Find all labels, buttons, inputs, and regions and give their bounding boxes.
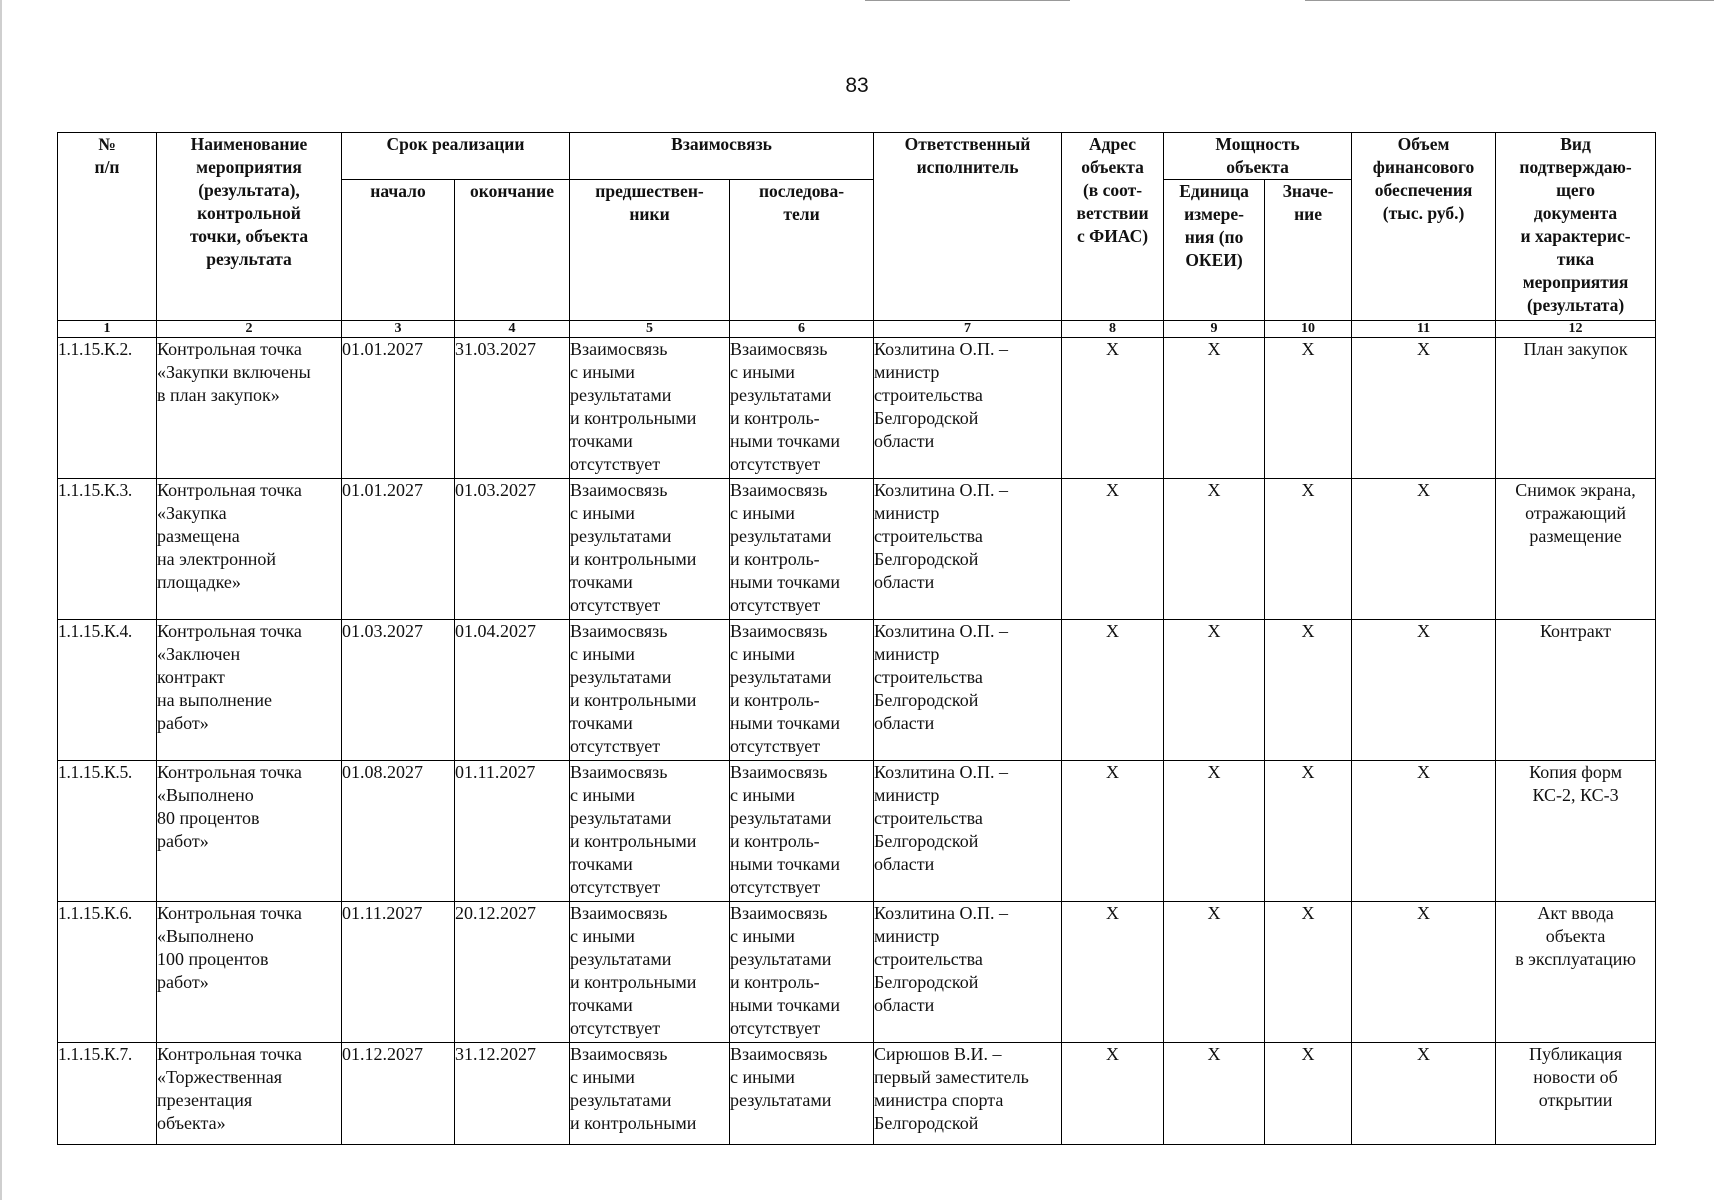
scan-top-line-2	[1305, 0, 1714, 1]
row-number: 1.1.15.К.3.	[58, 479, 157, 620]
end-date: 01.04.2027	[455, 620, 570, 761]
finance: X	[1352, 902, 1496, 1043]
column-number: 9	[1164, 321, 1265, 338]
header-predecessors: предшествен- ники	[570, 180, 730, 321]
event-name: Контрольная точка «Выполнено 100 процентов работ»	[157, 902, 342, 1043]
predecessors: Взаимосвязь с иными результатами и контрольными точками отсутствует	[570, 479, 730, 620]
header-address: Адрес объекта (в соот- ветствии с ФИАС)	[1062, 133, 1164, 321]
executor: Козлитина О.П. – министр строительства Белгородской области	[874, 902, 1062, 1043]
successors: Взаимосвязь с иными результатами и контроль- ными точками отсутствует	[730, 479, 874, 620]
table-body	[58, 338, 1656, 1145]
table-row	[58, 479, 1656, 620]
table-row	[58, 902, 1656, 1043]
end-date: 01.03.2027	[455, 479, 570, 620]
column-number: 10	[1265, 321, 1352, 338]
event-name: Контрольная точка «Выполнено 80 процентов работ»	[157, 761, 342, 902]
event-name: Контрольная точка «Заключен контракт на выполнение работ»	[157, 620, 342, 761]
column-number: 6	[730, 321, 874, 338]
scan-left-edge	[0, 0, 2, 1200]
column-number: 4	[455, 321, 570, 338]
address: X	[1062, 902, 1164, 1043]
successors: Взаимосвязь с иными результатами и контроль- ными точками отсутствует	[730, 761, 874, 902]
header-executor: Ответственный исполнитель	[874, 133, 1062, 321]
row-number: 1.1.15.К.6.	[58, 902, 157, 1043]
value: X	[1265, 761, 1352, 902]
start-date: 01.03.2027	[342, 620, 455, 761]
executor: Козлитина О.П. – министр строительства Белгородской области	[874, 338, 1062, 479]
unit: X	[1164, 338, 1265, 479]
value: X	[1265, 902, 1352, 1043]
header-doc-type: Вид подтверждаю- щего документа и характерис- тика мероприятия (результата)	[1496, 133, 1656, 321]
successors: Взаимосвязь с иными результатами и контроль- ными точками отсутствует	[730, 338, 874, 479]
header-period: Срок реализации	[342, 133, 570, 180]
successors: Взаимосвязь с иными результатами и контроль- ными точками отсутствует	[730, 902, 874, 1043]
executor: Козлитина О.П. – министр строительства Белгородской области	[874, 620, 1062, 761]
unit: X	[1164, 761, 1265, 902]
predecessors: Взаимосвязь с иными результатами и контрольными точками отсутствует	[570, 761, 730, 902]
doc-type: Снимок экрана, отражающий размещение	[1496, 479, 1656, 620]
header-end: окончание	[455, 180, 570, 321]
value: X	[1265, 338, 1352, 479]
value: X	[1265, 1043, 1352, 1145]
finance: X	[1352, 338, 1496, 479]
successors: Взаимосвязь с иными результатами	[730, 1043, 874, 1145]
successors: Взаимосвязь с иными результатами и контроль- ными точками отсутствует	[730, 620, 874, 761]
predecessors: Взаимосвязь с иными результатами и контрольными точками отсутствует	[570, 902, 730, 1043]
header-start: начало	[342, 180, 455, 321]
address: X	[1062, 1043, 1164, 1145]
predecessors: Взаимосвязь с иными результатами и контрольными	[570, 1043, 730, 1145]
address: X	[1062, 479, 1164, 620]
header-name: Наименование мероприятия (результата), контрольной точки, объекта результата	[157, 133, 342, 321]
column-number: 5	[570, 321, 730, 338]
table-header	[58, 133, 1656, 338]
unit: X	[1164, 902, 1265, 1043]
finance: X	[1352, 479, 1496, 620]
doc-type: Контракт	[1496, 620, 1656, 761]
finance: X	[1352, 1043, 1496, 1145]
end-date: 20.12.2027	[455, 902, 570, 1043]
event-name: Контрольная точка «Торжественная презентация объекта»	[157, 1043, 342, 1145]
row-number: 1.1.15.К.5.	[58, 761, 157, 902]
unit: X	[1164, 1043, 1265, 1145]
column-number: 2	[157, 321, 342, 338]
row-number: 1.1.15.К.4.	[58, 620, 157, 761]
finance: X	[1352, 761, 1496, 902]
end-date: 01.11.2027	[455, 761, 570, 902]
value: X	[1265, 479, 1352, 620]
start-date: 01.08.2027	[342, 761, 455, 902]
row-number: 1.1.15.К.7.	[58, 1043, 157, 1145]
doc-type: Копия форм КС-2, КС-3	[1496, 761, 1656, 902]
column-number: 11	[1352, 321, 1496, 338]
schedule-table	[57, 132, 1656, 1145]
table-row	[58, 761, 1656, 902]
table-row	[58, 620, 1656, 761]
executor: Козлитина О.П. – министр строительства Белгородской области	[874, 761, 1062, 902]
event-name: Контрольная точка «Закупки включены в план закупок»	[157, 338, 342, 479]
end-date: 31.12.2027	[455, 1043, 570, 1145]
header-value: Значе- ние	[1265, 180, 1352, 321]
start-date: 01.01.2027	[342, 338, 455, 479]
scan-top-line-1	[865, 0, 1070, 1]
column-number: 8	[1062, 321, 1164, 338]
executor: Сирюшов В.И. – первый заместитель министра спорта Белгородской	[874, 1043, 1062, 1145]
doc-type: Акт ввода объекта в эксплуатацию	[1496, 902, 1656, 1043]
column-number: 12	[1496, 321, 1656, 338]
table-row	[58, 1043, 1656, 1145]
start-date: 01.12.2027	[342, 1043, 455, 1145]
header-finance: Объем финансового обеспечения (тыс. руб.)	[1352, 133, 1496, 321]
doc-type: Публикация новости об открытии	[1496, 1043, 1656, 1145]
predecessors: Взаимосвязь с иными результатами и контрольными точками отсутствует	[570, 338, 730, 479]
column-number: 3	[342, 321, 455, 338]
row-number: 1.1.15.К.2.	[58, 338, 157, 479]
header-num: № п/п	[58, 133, 157, 321]
start-date: 01.11.2027	[342, 902, 455, 1043]
event-name: Контрольная точка «Закупка размещена на электронной площадке»	[157, 479, 342, 620]
start-date: 01.01.2027	[342, 479, 455, 620]
unit: X	[1164, 479, 1265, 620]
page-number: 83	[845, 74, 869, 97]
column-number: 1	[58, 321, 157, 338]
table-row	[58, 338, 1656, 479]
address: X	[1062, 620, 1164, 761]
value: X	[1265, 620, 1352, 761]
column-numbers-row	[58, 321, 1656, 338]
unit: X	[1164, 620, 1265, 761]
header-successors: последова- тели	[730, 180, 874, 321]
doc-type: План закупок	[1496, 338, 1656, 479]
column-number: 7	[874, 321, 1062, 338]
header-relation: Взаимосвязь	[570, 133, 874, 180]
header-unit: Единица измере- ния (по ОКЕИ)	[1164, 180, 1265, 321]
address: X	[1062, 338, 1164, 479]
address: X	[1062, 761, 1164, 902]
predecessors: Взаимосвязь с иными результатами и контрольными точками отсутствует	[570, 620, 730, 761]
finance: X	[1352, 620, 1496, 761]
executor: Козлитина О.П. – министр строительства Белгородской области	[874, 479, 1062, 620]
header-capacity: Мощность объекта	[1164, 133, 1352, 180]
end-date: 31.03.2027	[455, 338, 570, 479]
